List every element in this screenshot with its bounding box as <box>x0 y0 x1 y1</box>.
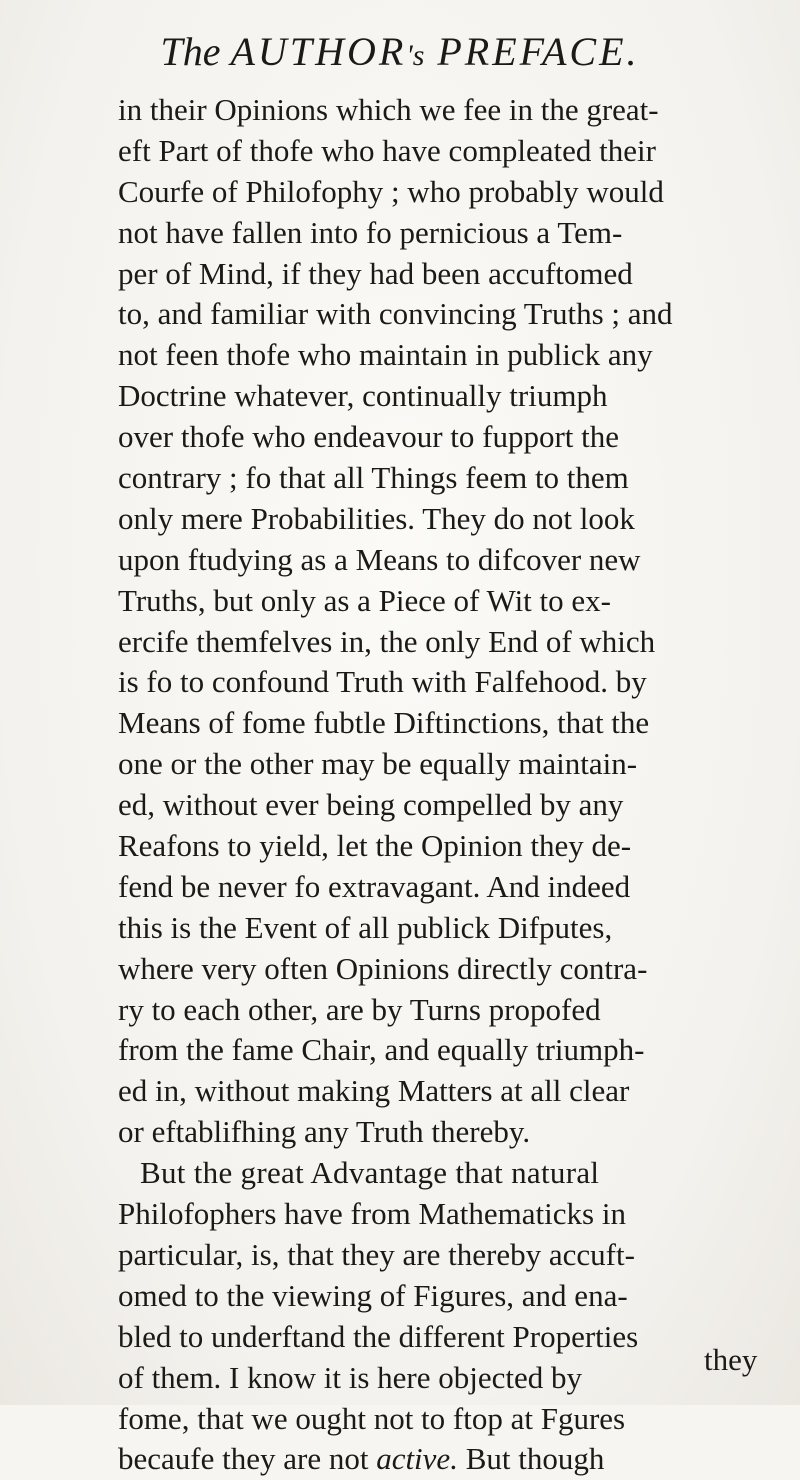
text-line: or eftablifhing any Truth thereby. <box>118 1114 531 1150</box>
text-line: only mere Probabilities. They do not look <box>118 500 635 536</box>
text-line: not have fallen into fo pernicious a Tem- <box>118 214 623 250</box>
text-line: Means of fome fubtle Diftinctions, that the <box>118 705 650 741</box>
paragraph-start-line: But the great Advantage that natural <box>140 1155 600 1191</box>
catchword: they <box>704 1342 758 1377</box>
text-line: this is the Event of all publick Difputes, <box>118 909 613 945</box>
text-line: of them. I know it is here objected by <box>118 1359 583 1395</box>
line-segment: becaufe they are not <box>118 1441 377 1477</box>
text-line-last <box>118 1439 788 1480</box>
text-line: eft Part of thofe who have compleated their <box>118 132 656 168</box>
text-line: contrary ; fo that all Things feem to them <box>118 460 629 496</box>
running-head-author: AUTHOR <box>230 29 407 74</box>
text-line: ed in, without making Matters at all clear <box>118 1073 630 1109</box>
text-line: omed to the viewing of Figures, and ena- <box>118 1277 628 1313</box>
text-line: over thofe who endeavour to fupport the <box>118 419 620 455</box>
text-line: per of Mind, if they had been accuftomed <box>118 255 633 291</box>
text-line: ercife themfelves in, the only End of which <box>118 623 656 659</box>
text-line: from the fame Chair, and equally triumph- <box>118 1032 645 1068</box>
text-line: fend be never fo extravagant. And indeed <box>118 868 631 904</box>
text-line: Philofophers have from Mathematicks in <box>118 1196 626 1232</box>
text-line: particular, is, that they are thereby accuft- <box>118 1236 635 1272</box>
body-text <box>118 90 788 1480</box>
running-head-the: The <box>160 29 221 74</box>
text-line: bled to underftand the different Properties <box>118 1318 639 1354</box>
running-head-possessive: 's <box>406 39 425 72</box>
text-line: Doctrine whatever, continually triumph <box>118 378 608 414</box>
line-segment: But though <box>457 1441 605 1477</box>
text-line: one or the other may be equally maintain- <box>118 746 638 782</box>
text-line: where very often Opinions directly contra- <box>118 950 648 986</box>
italic-word: active. <box>376 1441 458 1477</box>
running-head <box>0 28 800 80</box>
text-line: ed, without ever being compelled by any <box>118 787 624 823</box>
running-head-preface: PREFACE. <box>437 29 640 74</box>
text-line: ry to each other, are by Turns propofed <box>118 991 601 1027</box>
text-line: not feen thofe who maintain in publick any <box>118 337 653 373</box>
text-line: Reafons to yield, let the Opinion they de- <box>118 828 632 864</box>
text-line: Courfe of Philofophy ; who probably would <box>118 173 664 209</box>
text-line: Truths, but only as a Piece of Wit to ex- <box>118 582 611 618</box>
text-line: in their Opinions which we fee in the great- <box>118 92 659 127</box>
text-line: upon ftudying as a Means to difcover new <box>118 541 641 577</box>
text-line: is fo to confound Truth with Falfehood. by <box>118 664 647 700</box>
text-line: to, and familiar with convincing Truths ; and <box>118 296 673 332</box>
text-line: fome, that we ought not to ftop at Fgures <box>118 1400 626 1436</box>
